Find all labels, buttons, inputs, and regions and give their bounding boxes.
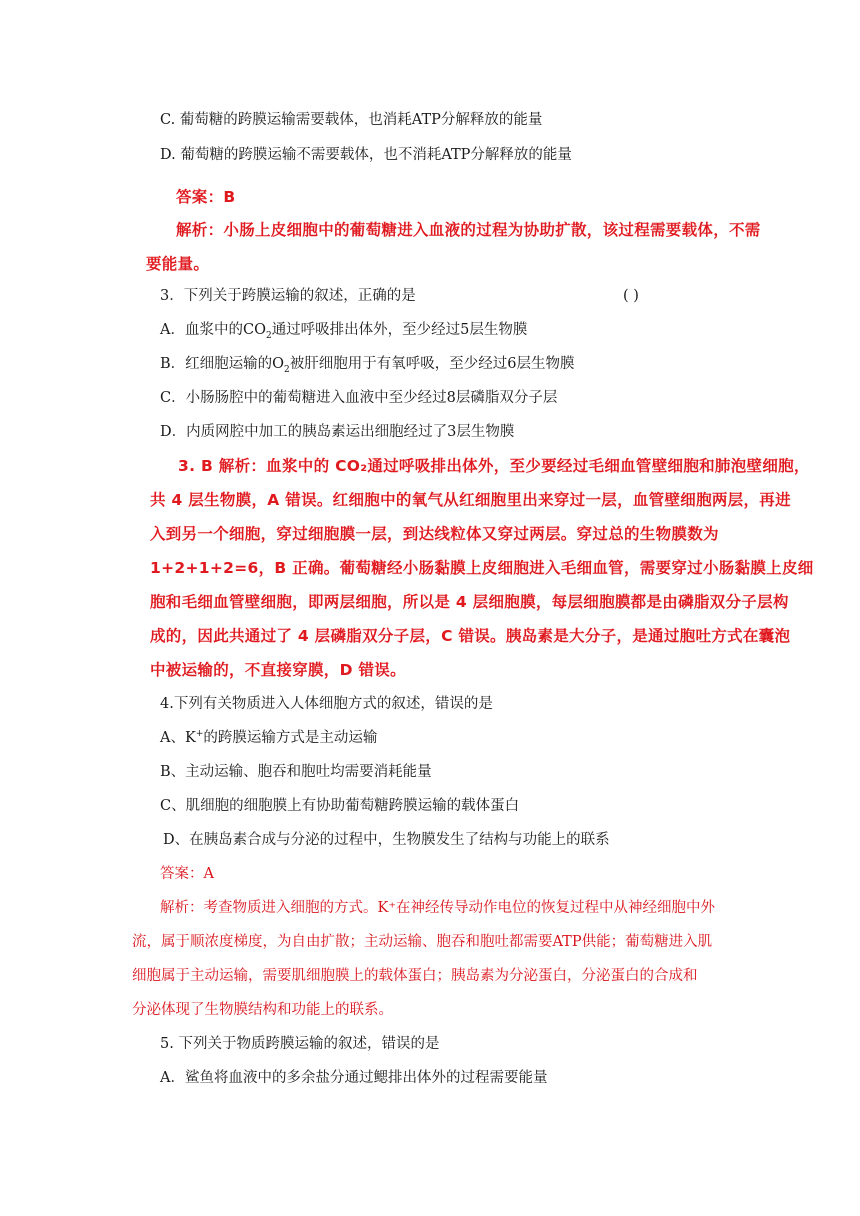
q3-option-d: D．内质网腔中加工的胰岛素运出细胞经过了3层生物膜 bbox=[160, 424, 515, 440]
q3-option-c: C．小肠肠腔中的葡萄糖进入血液中至少经过8层磷脂双分子层 bbox=[160, 390, 558, 406]
q2-option-d: D. 葡萄糖的跨膜运输不需要载体，也不消耗ATP分解释放的能量 bbox=[160, 147, 572, 163]
q4-stem: 4.下列有关物质进入人体细胞方式的叙述，错误的是 bbox=[160, 696, 493, 712]
q3-option-b: B．红细胞运输的$O_2$被肝细胞用于有氧呼吸，至少经过6层生物膜 bbox=[160, 356, 575, 375]
q5-stem: 5. 下列关于物质跨膜运输的叙述，错误的是 bbox=[160, 1036, 440, 1052]
q2-option-c: C. 葡萄糖的跨膜运输需要载体，也消耗ATP分解释放的能量 bbox=[160, 112, 543, 128]
q4-answer: 答案：A bbox=[160, 866, 214, 882]
q4-option-b: B、主动运输、胞吞和胞吐均需要消耗能量 bbox=[160, 764, 432, 780]
q3-analysis-line-7: 中被运输的，不直接穿膜，D 错误。 bbox=[150, 661, 406, 679]
q4-analysis-line-2: 流，属于顺浓度梯度，为自由扩散；主动运输、胞吞和胞吐都需要ATP供能；葡萄糖进入肌 bbox=[132, 934, 713, 950]
q4-analysis-line-4: 分泌体现了生物膜结构和功能上的联系。 bbox=[132, 1002, 393, 1018]
q2-answer: 答案：B bbox=[176, 188, 236, 206]
q4-analysis-line-1: 解析：考查物质进入细胞的方式。K⁺在神经传导动作电位的恢复过程中从神经细胞中外 bbox=[160, 900, 715, 916]
q4-analysis-line-3: 细胞属于主动运输，需要肌细胞膜上的载体蛋白；胰岛素为分泌蛋白，分泌蛋白的合成和 bbox=[132, 968, 698, 984]
q4-option-a: A、K+的跨膜运输方式是主动运输 bbox=[160, 729, 378, 746]
q3-option-a: A．血浆中的$CO_2$通过呼吸排出体外，至少经过5层生物膜 bbox=[160, 322, 528, 341]
q3-answer-paren: ( ) bbox=[623, 288, 639, 304]
q5-option-a: A．鲨鱼将血液中的多余盐分通过鳃排出体外的过程需要能量 bbox=[160, 1070, 548, 1086]
q2-analysis-line-1: 解析：小肠上皮细胞中的葡萄糖进入血液的过程为协助扩散，该过程需要载体，不需 bbox=[176, 221, 761, 239]
q3-stem: 3．下列关于跨膜运输的叙述，正确的是 bbox=[160, 288, 416, 304]
q3-analysis-line-5: 胞和毛细血管壁细胞，即两层细胞，所以是 4 层细胞膜，每层细胞膜都是由磷脂双分子层构 bbox=[150, 593, 789, 611]
q4-option-d: D、在胰岛素合成与分泌的过程中，生物膜发生了结构与功能上的联系 bbox=[163, 832, 610, 848]
q3-analysis-line-4: 1+2+1+2=6，B 正确。葡萄糖经小肠黏膜上皮细胞进入毛细血管，需要穿过小肠黏膜上皮细 bbox=[150, 559, 814, 577]
q3-analysis-line-6: 成的，因此共通过了 4 层磷脂双分子层，C 错误。胰岛素是大分子，是通过胞吐方式在囊泡 bbox=[150, 627, 791, 645]
q3-analysis-line-1: 3. B 解析：血浆中的 CO₂通过呼吸排出体外，至少要经过毛细血管壁细胞和肺泡壁细胞， bbox=[178, 457, 810, 475]
q2-analysis-line-2: 要能量。 bbox=[146, 255, 210, 273]
q3-analysis-line-3: 入到另一个细胞，穿过细胞膜一层，到达线粒体又穿过两层。穿过总的生物膜数为 bbox=[150, 525, 719, 543]
q3-analysis-line-2: 共 4 层生物膜，A 错误。红细胞中的氧气从红细胞里出来穿过一层，血管壁细胞两层，再进 bbox=[150, 491, 791, 509]
q4-option-c: C、肌细胞的细胞膜上有协助葡萄糖跨膜运输的载体蛋白 bbox=[160, 798, 520, 814]
